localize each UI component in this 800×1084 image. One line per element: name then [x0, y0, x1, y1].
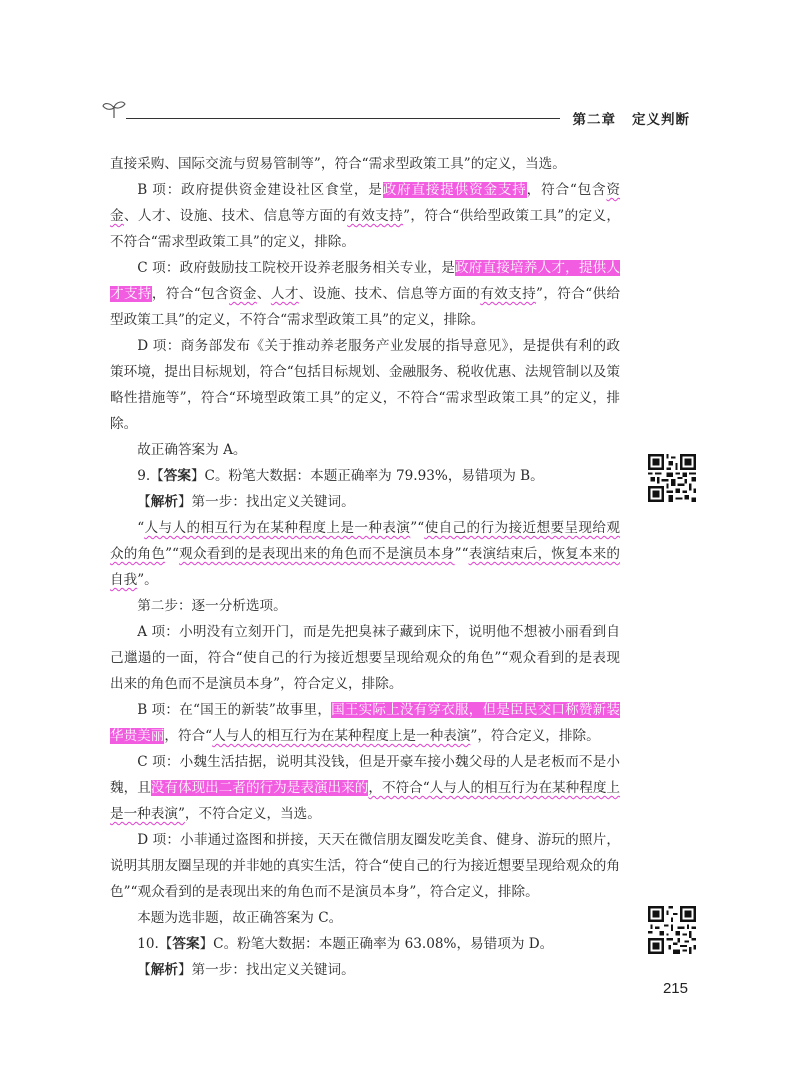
keyword-underline: 有效支持: [480, 286, 537, 302]
paragraph-option-c: C 项：政府鼓励技工院校开设养老服务相关专业，是政府直接培养人才，提供人才支持，符合“包含资金、人才、设施、技术、信息等方面的有效支持”，符合“供给型政策工具”的定义，不符合“需求型政策工具”的定义，排除。: [110, 260, 621, 328]
page-number: 215: [662, 980, 688, 997]
highlight: 国王实际上没有穿衣服，但是臣民交口称赞新装华贵美丽: [110, 702, 620, 744]
keyword-underline: ，不符合“人与人的相互行为在某种程度上是一种表演”: [110, 780, 621, 822]
paragraph-conclusion-q9: 本题为选非题，故正确答案为 C。: [137, 910, 343, 926]
keyword-underline: 资金: [228, 286, 257, 302]
paragraph-option-a: A 项：小明没有立刻开门，而是先把臭袜子藏到床下，说明他不想被小丽看到自己邋遢的一面，符合“使自己的行为接近想要呈现给观众的角色”“观众看到的是表现出来的角色而不是演员本身”，符合定义，排除。: [110, 624, 620, 692]
paragraph-option-b2: B 项：在“国王的新装”故事里，国王实际上没有穿衣服，但是臣民交口称赞新装华贵美丽，符合“人与人的相互行为在某种程度上是一种表演”，符合定义，排除。: [110, 702, 620, 744]
paragraph-step2: 第二步：逐一分析选项。: [137, 598, 287, 614]
answer-text: [110, 151, 620, 983]
qr-code-icon[interactable]: [648, 454, 696, 502]
sprout-icon: [102, 98, 126, 120]
keyword-underline: 人才: [270, 286, 299, 302]
page-header: [100, 98, 700, 128]
highlight: 政府直接培养人才，提供人才支持: [110, 260, 620, 302]
keyword-underline: 使自己的行为接近想要呈现给观众的角色: [110, 520, 621, 562]
paragraph-option-c2: C 项：小魏生活拮据，说明其没钱，但是开豪车接小魏父母的人是老板而不是小魏，且没有体现出二者的行为是表演出来的，不符合“人与人的相互行为在某种程度上是一种表演”，不符合定义，当选。: [110, 754, 621, 822]
keyword-underline: 表演结束后，恢复本来的自我: [110, 546, 621, 588]
paragraph-option-b: B 项：政府提供资金建设社区食堂，是政府直接提供资金支持，符合“包含资金、人才、设施、技术、信息等方面的有效支持”，符合“供给型政策工具”的定义，不符合“需求型政策工具”的定义，排除。: [110, 182, 621, 250]
analysis-line-q9: 【解析】第一步：找出定义关键词。: [137, 494, 355, 510]
keyword-underline: 人与人的相互行为在某种程度上是一种表演: [212, 728, 471, 744]
qr-code-icon[interactable]: [648, 906, 696, 954]
paragraph-option-d: D 项：商务部发布《关于推动养老服务产业发展的指导意见》，是提供有利的政策环境，提出目标规划，符合“包括目标规划、金融服务、税收优惠、法规管制以及策略性措施等”，符合“环境型政策工具”的定义，不符合“需求型政策工具”的定义，排除。: [110, 338, 620, 432]
paragraph-conclusion: 故正确答案为 A。: [137, 442, 247, 458]
keyword-underline: 有效支持: [347, 208, 404, 224]
chapter-heading: [573, 108, 691, 128]
highlight: 政府直接提供资金支持: [382, 182, 527, 198]
chapter-number: 第二章: [572, 112, 616, 128]
paragraph-keywords: “人与人的相互行为在某种程度上是一种表演”“使自己的行为接近想要呈现给观众的角色”“观众看到的是表现出来的角色而不是演员本身”“表演结束后，恢复本来的自我”。: [110, 520, 621, 588]
keyword-underline: 观众看到的是表现出来的角色而不是演员本身: [179, 546, 455, 562]
answer-line-q9: 9.【答案】C。粉笔大数据：本题正确率为 79.93%，易错项为 B。: [137, 468, 544, 484]
answer-line-q10: 10.【答案】C。粉笔大数据：本题正确率为 63.08%，易错项为 D。: [137, 936, 554, 952]
keyword-underline: 资金: [110, 182, 621, 224]
keyword-underline: 人与人的相互行为在某种程度上是一种表演: [144, 520, 411, 536]
analysis-line-q10: 【解析】第一步：找出定义关键词。: [137, 962, 355, 978]
highlight: 没有体现出二者的行为是表演出来的: [150, 780, 369, 796]
header-rule: [126, 118, 560, 119]
chapter-title: 定义判断: [632, 112, 690, 128]
paragraph-option-d2: D 项：小菲通过盗图和拼接，天天在微信朋友圈发吃美食、健身、游玩的照片，说明其朋友圈呈现的并非她的真实生活，符合“使自己的行为接近想要呈现给观众的角色”“观众看到的是表现出来的角色而不是演员本身”，符合定义，排除。: [110, 832, 620, 900]
paragraph: 直接采购、国际交流与贸易管制等”，符合“需求型政策工具”的定义，当选。: [110, 156, 566, 172]
